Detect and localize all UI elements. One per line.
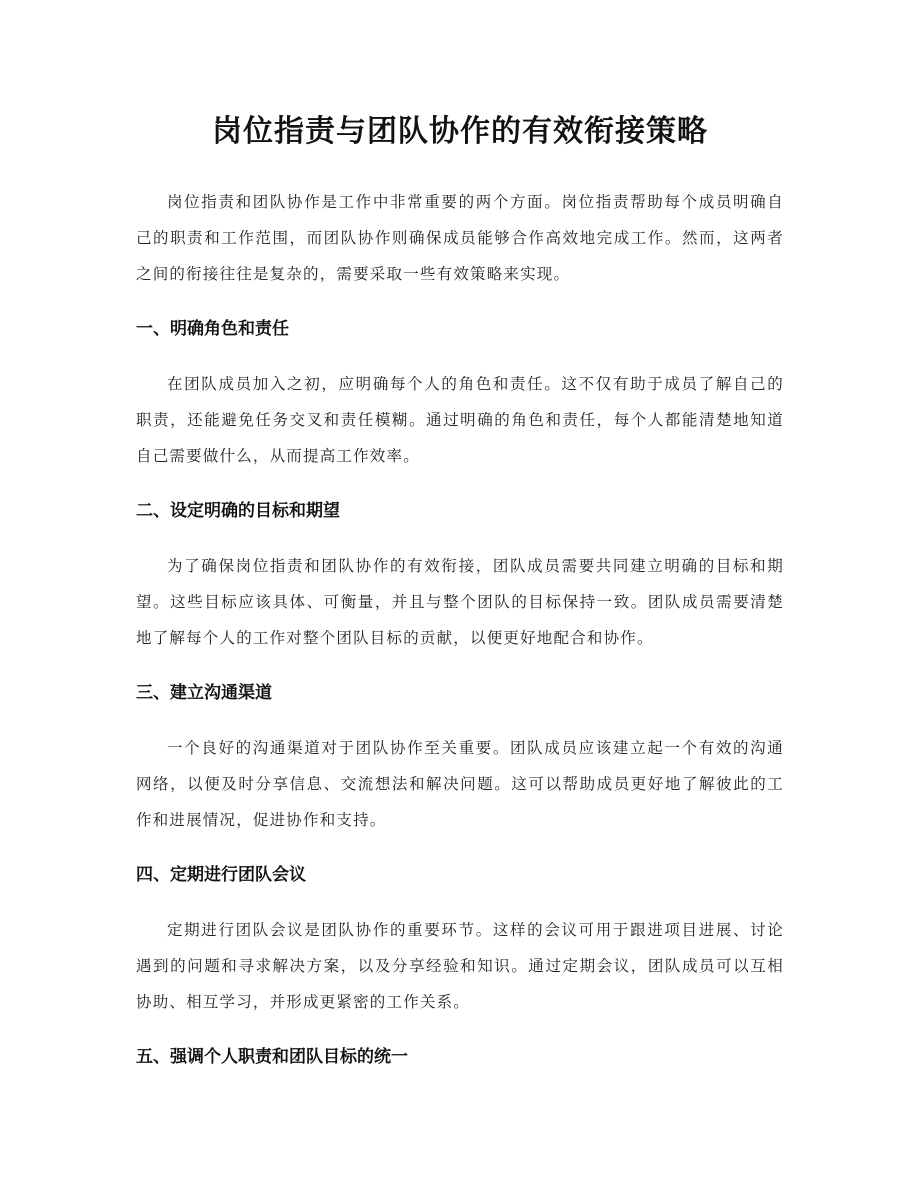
section-paragraph: 为了确保岗位指责和团队协作的有效衔接，团队成员需要共同建立明确的目标和期望。这些目标应该具体、可衡量，并且与整个团队的目标保持一致。团队成员需要清楚地了解每个人的工作对整个团队目标的贡献，以便更好地配合和协作。 [136, 557, 784, 647]
intro-paragraph: 岗位指责和团队协作是工作中非常重要的两个方面。岗位指责帮助每个成员明确自己的职责和工作范围，而团队协作则确保成员能够合作高效地完成工作。然而，这两者之间的衔接往往是复杂的，需要采取一些有效策略来实现。 [136, 193, 784, 283]
section-heading: 四、定期进行团队会议 [136, 865, 306, 885]
section-5 [136, 1042, 784, 1072]
document-title: 岗位指责与团队协作的有效衔接策略 [212, 114, 708, 149]
section-3 [136, 678, 784, 838]
section-paragraph: 一个良好的沟通渠道对于团队协作至关重要。团队成员应该建立起一个有效的沟通网络，以便及时分享信息、交流想法和解决问题。这可以帮助成员更好地了解彼此的工作和进展情况，促进协作和支持。 [136, 739, 784, 829]
intro-block [136, 184, 784, 292]
section-paragraph: 定期进行团队会议是团队协作的重要环节。这样的会议可用于跟进项目进展、讨论遇到的问题和寻求解决方案，以及分享经验和知识。通过定期会议，团队成员可以互相协助、相互学习，并形成更紧密的工作关系。 [136, 921, 784, 1011]
section-heading: 五、强调个人职责和团队目标的统一 [136, 1047, 408, 1067]
section-heading: 三、建立沟通渠道 [136, 683, 272, 703]
section-2 [136, 496, 784, 656]
section-paragraph: 在团队成员加入之初，应明确每个人的角色和责任。这不仅有助于成员了解自己的职责，还能避免任务交叉和责任模糊。通过明确的角色和责任，每个人都能清楚地知道自己需要做什么，从而提高工作效率。 [136, 375, 784, 465]
section-heading: 一、明确角色和责任 [136, 319, 289, 339]
section-4 [136, 860, 784, 1020]
section-1 [136, 314, 784, 474]
section-heading: 二、设定明确的目标和期望 [136, 501, 340, 521]
